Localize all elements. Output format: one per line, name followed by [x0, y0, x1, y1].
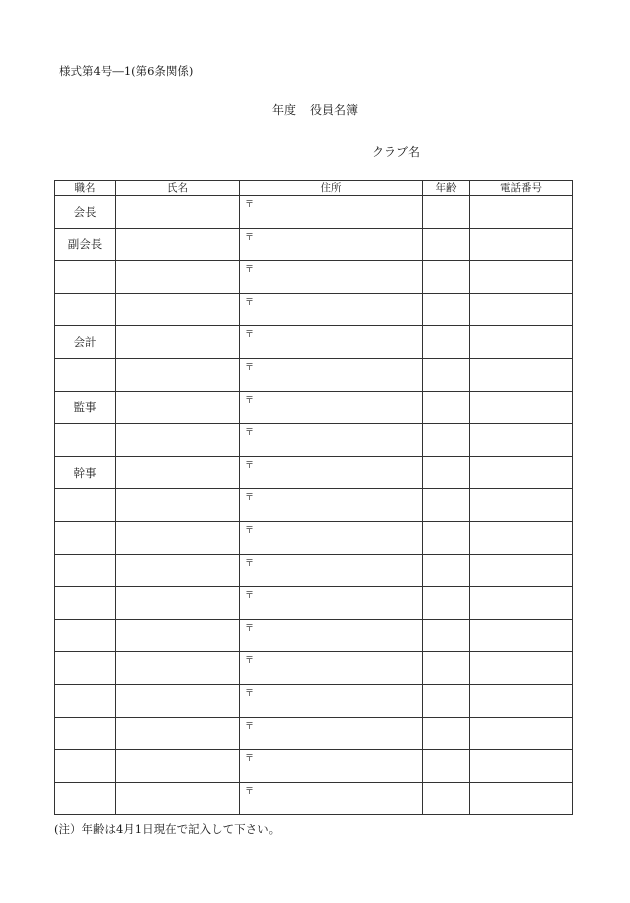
address-cell[interactable] — [240, 652, 423, 685]
address-cell[interactable] — [240, 456, 423, 489]
phone-cell[interactable] — [470, 717, 573, 750]
name-cell[interactable] — [116, 326, 240, 359]
role-cell — [55, 424, 116, 457]
table-row — [55, 587, 573, 620]
role-cell — [55, 717, 116, 750]
age-cell[interactable] — [423, 261, 470, 294]
postal-mark-icon: 〒 — [245, 493, 255, 504]
role-cell — [55, 782, 116, 815]
postal-mark-icon: 〒 — [245, 330, 255, 341]
table-row — [55, 521, 573, 554]
role-cell — [55, 261, 116, 294]
postal-mark-icon: 〒 — [245, 525, 255, 536]
role-cell — [55, 750, 116, 783]
age-cell[interactable] — [423, 717, 470, 750]
title-year: 年度 — [271, 103, 296, 117]
table-row — [55, 554, 573, 587]
postal-mark-icon: 〒 — [245, 721, 255, 732]
age-cell[interactable] — [423, 293, 470, 326]
age-cell[interactable] — [423, 424, 470, 457]
document-title — [0, 101, 630, 118]
phone-cell[interactable] — [470, 750, 573, 783]
address-cell[interactable] — [240, 521, 423, 554]
phone-cell[interactable] — [470, 587, 573, 620]
table-row — [55, 619, 573, 652]
name-cell[interactable] — [116, 489, 240, 522]
address-cell[interactable] — [240, 424, 423, 457]
role-cell — [55, 293, 116, 326]
name-cell[interactable] — [116, 684, 240, 717]
address-cell[interactable] — [240, 196, 423, 229]
postal-mark-icon: 〒 — [245, 395, 255, 406]
postal-mark-icon: 〒 — [245, 623, 255, 634]
role-cell: 会計 — [55, 326, 116, 359]
table-header-row — [55, 181, 573, 196]
phone-cell[interactable] — [470, 652, 573, 685]
address-cell[interactable] — [240, 619, 423, 652]
table-row — [55, 293, 573, 326]
role-cell — [55, 554, 116, 587]
name-cell[interactable] — [116, 521, 240, 554]
name-cell[interactable] — [116, 228, 240, 261]
role-cell — [55, 684, 116, 717]
postal-mark-icon: 〒 — [245, 460, 255, 471]
table-row — [55, 456, 573, 489]
age-cell[interactable] — [423, 554, 470, 587]
age-cell[interactable] — [423, 358, 470, 391]
postal-mark-icon: 〒 — [245, 591, 255, 602]
age-cell[interactable] — [423, 782, 470, 815]
name-cell[interactable] — [116, 750, 240, 783]
title-roster: 役員名簿 — [310, 103, 359, 117]
name-cell[interactable] — [116, 456, 240, 489]
address-cell[interactable] — [240, 358, 423, 391]
postal-mark-icon: 〒 — [245, 688, 255, 699]
form-number: 様式第4号―1(第6条関係) — [59, 64, 194, 78]
address-cell[interactable] — [240, 587, 423, 620]
phone-cell[interactable] — [470, 424, 573, 457]
table-row — [55, 750, 573, 783]
age-cell[interactable] — [423, 684, 470, 717]
address-cell[interactable] — [240, 554, 423, 587]
phone-cell[interactable] — [470, 619, 573, 652]
address-cell[interactable] — [240, 326, 423, 359]
header-role: 職名 — [55, 181, 116, 196]
phone-cell[interactable] — [470, 326, 573, 359]
name-cell[interactable] — [116, 717, 240, 750]
age-cell[interactable] — [423, 652, 470, 685]
name-cell[interactable] — [116, 619, 240, 652]
address-cell[interactable] — [240, 717, 423, 750]
postal-mark-icon: 〒 — [245, 428, 255, 439]
age-cell[interactable] — [423, 489, 470, 522]
role-cell — [55, 489, 116, 522]
phone-cell[interactable] — [470, 391, 573, 424]
phone-cell[interactable] — [470, 554, 573, 587]
address-cell[interactable] — [240, 750, 423, 783]
club-name-label: クラブ名 — [372, 145, 421, 159]
age-cell[interactable] — [423, 750, 470, 783]
name-cell[interactable] — [116, 424, 240, 457]
table-row — [55, 228, 573, 261]
role-cell: 副会長 — [55, 228, 116, 261]
role-cell — [55, 587, 116, 620]
phone-cell[interactable] — [470, 521, 573, 554]
address-cell[interactable] — [240, 261, 423, 294]
address-cell[interactable] — [240, 228, 423, 261]
postal-mark-icon: 〒 — [245, 232, 255, 243]
age-cell[interactable] — [423, 521, 470, 554]
address-cell[interactable] — [240, 293, 423, 326]
name-cell[interactable] — [116, 652, 240, 685]
header-name: 氏名 — [116, 181, 240, 196]
address-cell[interactable] — [240, 782, 423, 815]
table-row — [55, 782, 573, 815]
footnote: (注）年齢は4月1日現在で記入して下さい。 — [54, 822, 281, 836]
postal-mark-icon: 〒 — [245, 656, 255, 667]
postal-mark-icon: 〒 — [245, 297, 255, 308]
age-cell[interactable] — [423, 326, 470, 359]
postal-mark-icon: 〒 — [245, 265, 255, 276]
table-row — [55, 358, 573, 391]
age-cell[interactable] — [423, 587, 470, 620]
header-address: 住所 — [240, 181, 423, 196]
name-cell[interactable] — [116, 782, 240, 815]
postal-mark-icon: 〒 — [245, 362, 255, 373]
name-cell[interactable] — [116, 587, 240, 620]
table-row — [55, 652, 573, 685]
postal-mark-icon: 〒 — [245, 786, 255, 797]
name-cell[interactable] — [116, 196, 240, 229]
table-row — [55, 391, 573, 424]
name-cell[interactable] — [116, 358, 240, 391]
role-cell — [55, 521, 116, 554]
table-row — [55, 684, 573, 717]
phone-cell[interactable] — [470, 358, 573, 391]
phone-cell[interactable] — [470, 456, 573, 489]
table-row — [55, 326, 573, 359]
phone-cell[interactable] — [470, 684, 573, 717]
phone-cell[interactable] — [470, 228, 573, 261]
address-cell[interactable] — [240, 684, 423, 717]
age-cell[interactable] — [423, 619, 470, 652]
postal-mark-icon: 〒 — [245, 200, 255, 210]
table-row — [55, 489, 573, 522]
role-cell: 幹事 — [55, 456, 116, 489]
role-cell — [55, 652, 116, 685]
age-cell[interactable] — [423, 456, 470, 489]
header-age: 年齢 — [423, 181, 470, 196]
name-cell[interactable] — [116, 293, 240, 326]
role-cell — [55, 358, 116, 391]
address-cell[interactable] — [240, 489, 423, 522]
phone-cell[interactable] — [470, 782, 573, 815]
header-phone: 電話番号 — [470, 181, 573, 196]
name-cell[interactable] — [116, 261, 240, 294]
postal-mark-icon: 〒 — [245, 754, 255, 765]
role-cell: 会長 — [55, 196, 116, 229]
role-cell: 監事 — [55, 391, 116, 424]
name-cell[interactable] — [116, 554, 240, 587]
age-cell[interactable] — [423, 391, 470, 424]
table-row — [55, 261, 573, 294]
officer-roster-table — [54, 180, 573, 815]
name-cell[interactable] — [116, 391, 240, 424]
phone-cell[interactable] — [470, 196, 573, 229]
table-row — [55, 717, 573, 750]
role-cell — [55, 619, 116, 652]
address-cell[interactable] — [240, 391, 423, 424]
phone-cell[interactable] — [470, 293, 573, 326]
table-body — [55, 196, 573, 815]
table-row — [55, 196, 573, 229]
phone-cell[interactable] — [470, 489, 573, 522]
table-row — [55, 424, 573, 457]
phone-cell[interactable] — [470, 261, 573, 294]
age-cell[interactable] — [423, 228, 470, 261]
age-cell[interactable] — [423, 196, 470, 229]
postal-mark-icon: 〒 — [245, 558, 255, 569]
